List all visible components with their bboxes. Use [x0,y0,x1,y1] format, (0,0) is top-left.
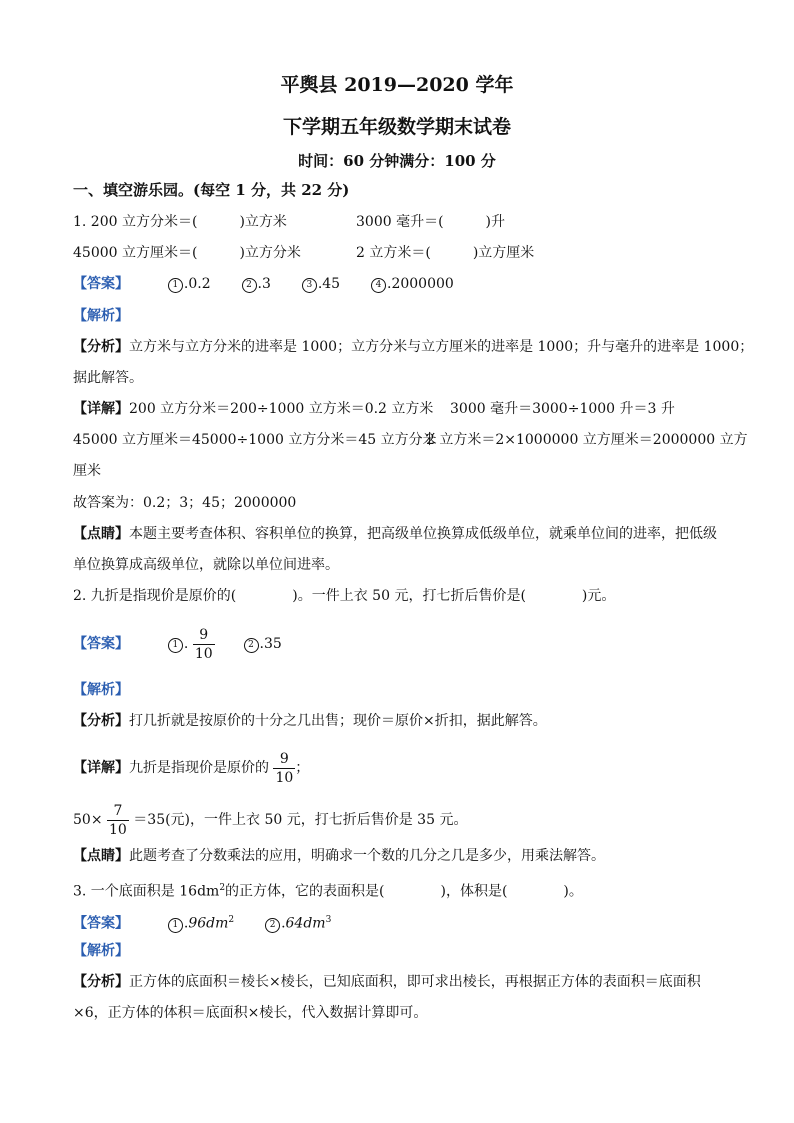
fraction-numerator: 9 [199,626,209,643]
exam-subtitle: 时间：60 分钟满分：100 分 [298,152,496,170]
q2-comment [73,846,605,866]
fraction-numerator: 7 [113,802,123,819]
exam-title-line2: 下学期五年级数学期末试卷 [282,116,511,138]
q2-detail-row2 [73,800,467,840]
answer-value: 2000000 [391,276,454,292]
comment-text: 本题主要考查体积、容积单位的换算，把高级单位换算成低级单位，就乘单位间的进率，把低级 [129,526,717,542]
q1-part-b: 3000 毫升＝( )升 [356,214,506,230]
comment-label: 【点睛】 [73,848,129,864]
q1-analysis-cont: 据此解答。 [73,370,143,386]
q3-question [73,878,583,902]
answer-value: 3 [261,276,271,292]
q2-answer-row: 【答案】 1 . $\frac{9}{10}$ 2 .35 [73,626,282,662]
q1-final-answer: 故答案为：0.2；3；45；2000000 [73,495,297,511]
answer-value: 96dm [188,915,229,932]
q1-detail-row1b: 3000 毫升＝3000÷1000 升＝3 升 [450,401,675,417]
q1-part-c: 45000 立方厘米＝( )立方分米 [73,245,301,261]
answer-label: 【答案】 [73,915,129,932]
q1-detail-row2: 45000 立方厘米＝45000÷1000 立方分米＝45 立方分米 [73,432,437,448]
q1-analysis [73,337,753,357]
superscript: 3 [325,915,332,925]
q1-detail-row3: 厘米 [73,463,101,479]
detail-label: 【详解】 [73,760,129,776]
fraction-denominator: 10 [109,821,127,838]
q1-detail-row1 [73,399,433,419]
exam-title-line1: 平舆县 2019—2020 学年 [280,74,514,96]
answer-value: 35 [264,636,282,652]
detail-fraction [107,802,129,839]
fraction-denominator: 10 [275,769,294,786]
comment-label: 【点睛】 [73,526,129,542]
analysis-label: 【分析】 [73,339,129,355]
superscript: 2 [219,883,226,893]
answer-fraction [193,626,215,663]
analysis-text: 正方体的底面积＝棱长×棱长，已知底面积，即可求出棱长，再根据正方体的表面积＝底面积 [129,974,701,990]
analysis-text: 立方米与立方分米的进率是 1000；立方分米与立方厘米的进率是 1000；升与毫升的进率是 1000； [129,339,754,355]
answer-index: 2 [242,278,257,293]
jiexi-label: 【解析】 [73,682,129,698]
detail-text-end: ； [295,760,310,776]
jiexi-label: 【解析】 [73,308,129,324]
analysis-text: 打几折就是按原价的十分之几出售；现价＝原价×折扣，据此解答。 [129,713,547,729]
q3-analysis [73,972,701,992]
q1-part-a: 1. 200 立方分米＝( )立方米 [73,214,287,230]
answer-index: 3 [302,278,317,293]
q1-part-d: 2 立方米＝( )立方厘米 [356,245,535,261]
answer-value: 45 [322,276,341,292]
detail-text: 50× [73,812,103,828]
q3-analysis-cont: ×6，正方体的体积＝底面积×棱长，代入数据计算即可。 [73,1005,428,1021]
detail-text: 200 立方分米＝200÷1000 立方米＝0.2 立方米 [129,401,434,417]
fraction-denominator: 10 [194,645,213,662]
question-text: 3. 一个底面积是 16dm [73,883,220,900]
detail-label: 【详解】 [73,401,129,417]
answer-index: 4 [371,278,386,293]
q2-question: 2. 九折是指现价是原价的( )。一件上衣 50 元，打七折后售价是( )元。 [73,588,616,604]
analysis-label: 【分析】 [73,713,129,729]
q1-comment-cont: 单位换算成高级单位，就除以单位间进率。 [73,557,339,573]
answer-index: 2 [244,638,259,653]
detail-fraction [273,750,295,787]
q2-analysis [73,711,547,731]
answer-value: 0.2 [188,276,211,292]
detail-text: 九折是指现价是原价的 [129,760,269,776]
answer-index: 1 [168,918,183,933]
jiexi-label: 【解析】 [73,943,129,959]
fraction-numerator: 9 [279,750,289,767]
q1-comment [73,524,717,544]
answer-index: 1 [168,638,183,653]
comment-text: 此题考查了分数乘法的应用，明确求一个数的几分之几是多少，用乘法解答。 [129,848,605,864]
q2-detail-row1 [73,748,309,788]
answer-label: 【答案】 [73,276,129,292]
q1-answer-row: 【答案】 1 .0.2 2 .3 3 .45 4 .2000000 [73,276,454,292]
question-text: 的正方体，它的表面积是( )，体积是( )。 [225,883,583,900]
section-heading: 一、填空游乐园。(每空 1 分，共 22 分) [73,181,350,199]
detail-text: ＝35(元)，一件上衣 50 元，打七折后售价是 35 元。 [133,812,468,828]
answer-label: 【答案】 [73,636,129,652]
answer-index: 2 [265,918,280,933]
answer-value: 64dm [285,915,326,932]
q3-answer-row: 【答案】 1 $.96dm^2$ 2 $.64dm^3$ [73,915,332,932]
answer-index: 1 [168,278,183,293]
analysis-label: 【分析】 [73,974,129,990]
superscript: 2 [228,915,235,925]
q1-detail-row2b: 2 立方米＝2×1000000 立方厘米＝2000000 立方 [426,432,748,448]
